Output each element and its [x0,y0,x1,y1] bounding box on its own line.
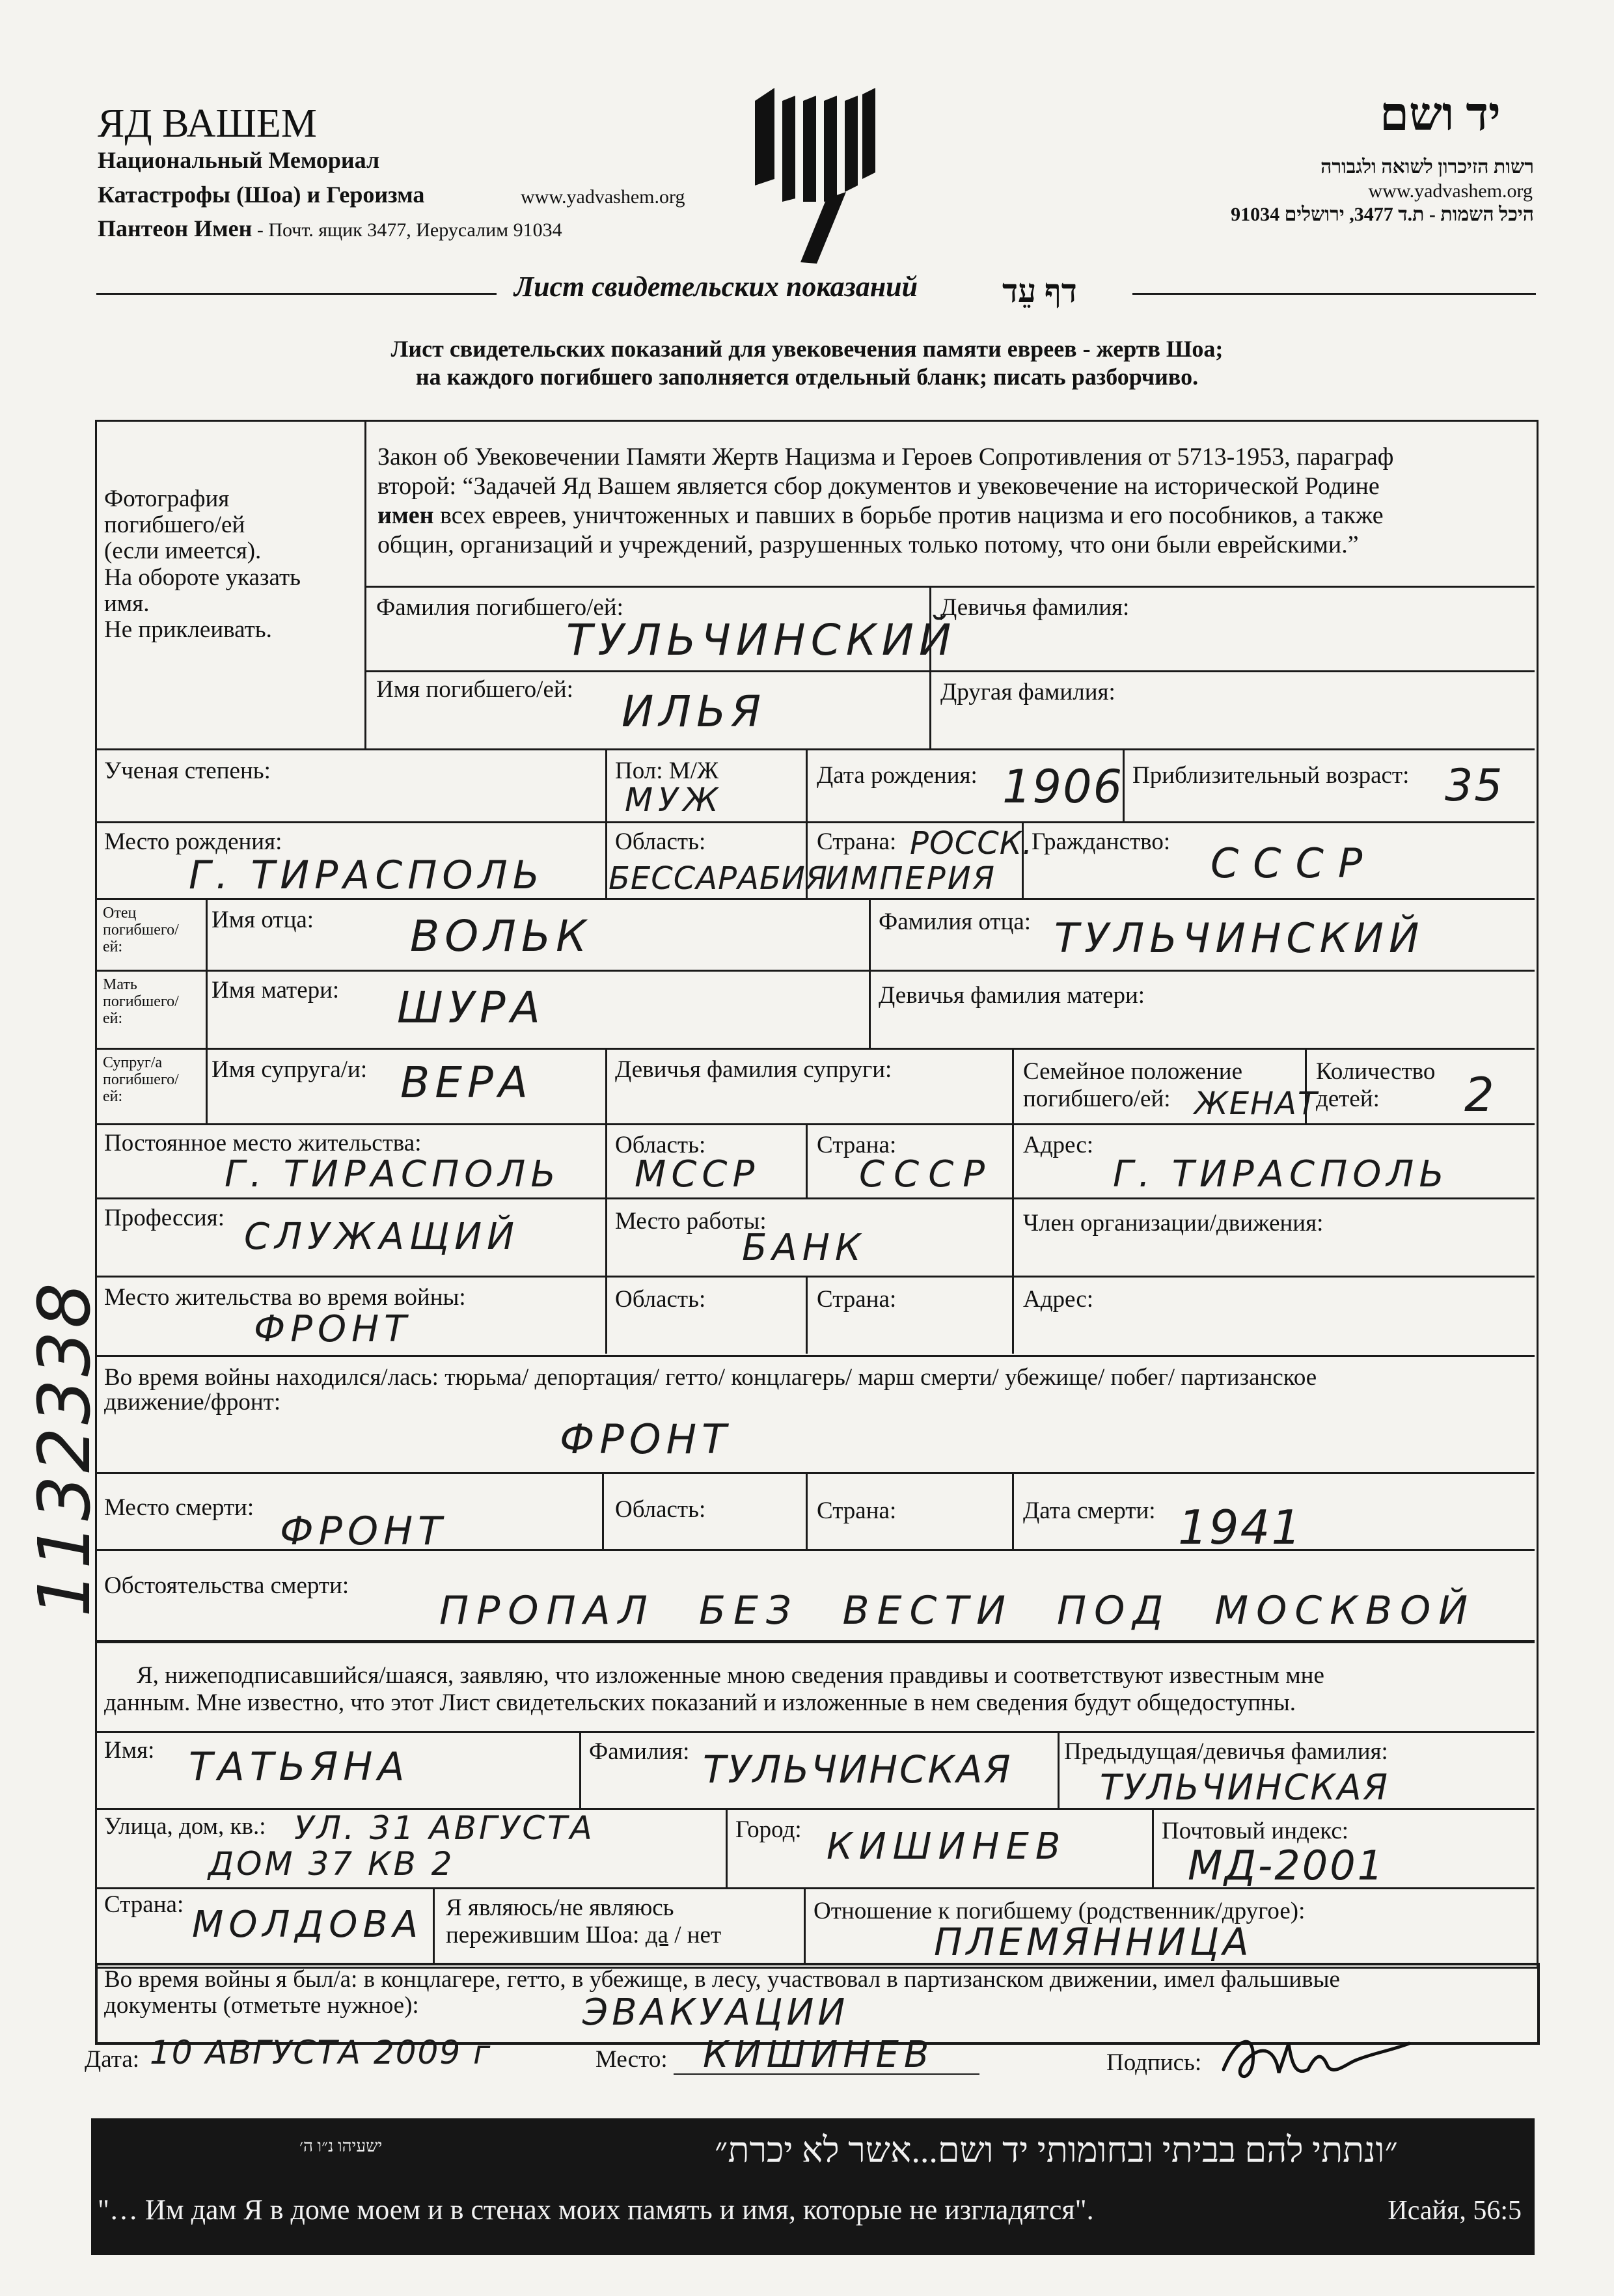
birth-country-label: Страна: [817,828,897,855]
footer-russian-ref: Исайя, 56:5 [1388,2196,1522,2226]
res-region-value[interactable]: МССР [635,1153,760,1196]
birth-place-label: Место рождения: [104,828,282,855]
survivor-yes[interactable]: да [645,1922,668,1948]
war-region-label: Область: [615,1286,706,1313]
yad-vashem-he-title: יד ושם [1380,89,1501,141]
date-value[interactable]: 10 АВГУСТА 2009 г [150,2034,492,2071]
death-place-label: Место смерти: [104,1494,254,1521]
mother-name-value[interactable]: ШУРА [397,983,545,1033]
law-line2: второй: “Задачей Яд Вашем является сбор документов и увековечение на исторической Родине [377,472,1380,500]
spouse-side-label [103,1054,179,1105]
law-names-bold: имен [377,502,434,529]
mother-side-label [103,976,179,1027]
wartime-label2: движение/фронт: [104,1389,281,1415]
death-region-label: Область: [615,1496,706,1523]
birth-date-value[interactable]: 1906 [1002,760,1124,813]
footer-banner [91,2118,1535,2255]
citizenship-value[interactable]: СССР [1210,840,1377,887]
street-value1[interactable]: УЛ. 31 АВГУСТА [294,1809,595,1847]
death-country-label: Страна: [817,1497,897,1524]
place-label: Место: [595,2046,668,2073]
photo-line4: На обороте указать [104,564,301,591]
survivor-label2 [446,1921,721,1950]
date-label: Дата: [85,2046,140,2073]
declaration-line2: данным. Мне известно, что этот Лист свидетельских показаний и изложенные в нем сведения будут общедоступны. [104,1689,1296,1716]
mother-side-1: Мать [103,976,137,993]
birth-country-value2[interactable]: ИМПЕРИЯ [825,860,996,897]
ru-header-line1: Национальный Мемориал [98,147,380,173]
law-line4: общин, организаций и учреждений, разрушенных только потому, что они были еврейскими.” [377,531,1359,558]
ru-header-url: www.yadvashem.org [521,186,685,208]
spouse-side-1: Супруг/а [103,1054,163,1071]
title-rule-right [1132,293,1536,295]
law-line3 [377,501,1384,530]
res-country-label: Страна: [817,1132,897,1158]
father-name-label: Имя отца: [212,907,314,933]
birth-region-value[interactable]: БЕССАРАБИЯ [609,860,828,897]
mother-name-label: Имя матери: [212,977,340,1004]
city-label: Город: [735,1816,802,1843]
photo-line1: Фотография [104,485,230,512]
circumstances-value[interactable]: ПРОПАЛ БЕЗ ВЕСТИ ПОД МОСКВОЙ [439,1588,1476,1633]
sub-country-label: Страна: [104,1891,184,1918]
death-place-value[interactable]: ФРОНТ [280,1509,447,1554]
spouse-side-2: погибшего/ [103,1071,179,1088]
side-registration-number: 1132338 [23,1280,106,1617]
ru-header-line3 [98,215,562,242]
footer-hebrew-verse: ״ונתתי להם בביתי ובחומותי יד ושם...אשר לא יכרת״ [715,2131,1398,2170]
father-side-1: Отец [103,905,137,922]
father-side-3: ей: [103,938,123,955]
he-header-url: www.yadvashem.org [1368,180,1533,202]
father-surname-value[interactable]: ТУЛЬЧИНСКИЙ [1054,914,1425,962]
birth-country-value1[interactable]: РОССК. [910,825,1033,862]
war-residence-value[interactable]: ФРОНТ [254,1308,412,1350]
photo-line3: (если имеется). [104,538,262,564]
war-residence-label: Место жительства во время войны: [104,1284,466,1311]
sub-name-label: Имя: [104,1737,155,1764]
residence-value[interactable]: Г. ТИРАСПОЛЬ [225,1153,561,1196]
city-value[interactable]: КИШИНЕВ [827,1825,1067,1868]
signature-mark[interactable] [1217,2024,1412,2096]
sub-war-label1: Во время войны я был/а: в концлагере, гетто, в убежище, в лесу, участвовал в партизанском движении, имел фальшивые [104,1966,1340,1993]
children-label2: детей: [1316,1086,1380,1112]
spouse-name-label: Имя супруга/и: [212,1056,368,1083]
form-title: Лист свидетельских показаний [514,271,918,303]
postcode-value[interactable]: МД-2001 [1188,1842,1386,1889]
sub-surname-value[interactable]: ТУЛЬЧИНСКАЯ [703,1747,1013,1792]
street-label: Улица, дом, кв.: [104,1813,266,1840]
children-label1: Количество [1316,1058,1436,1085]
survivor-label1: Я являюсь/не являюсь [446,1894,674,1921]
other-surname-label: Другая фамилия: [940,679,1115,705]
pantheon-label: Пантеон Имен [98,215,253,241]
footer-russian-verse: "… Им дам Я в доме моем и в стенах моих память и имя, которые не изгладятся". [98,2194,1094,2226]
marital-label1: Семейное положение [1023,1058,1242,1085]
children-value[interactable]: 2 [1464,1067,1499,1122]
yad-vashem-logo-icon [748,88,879,264]
sub-name-value[interactable]: ТАТЬЯНА [189,1744,410,1790]
mother-side-2: погибшего/ [103,993,179,1010]
wartime-value[interactable]: ФРОНТ [560,1415,732,1463]
father-surname-label: Фамилия отца: [879,909,1032,935]
marital-value[interactable]: ЖЕНАТ [1194,1086,1319,1122]
father-side-2: погибшего/ [103,922,179,938]
form-title-he: דף עֵד [1002,273,1077,309]
declaration-line1: Я, нижеподписавшийся/шаяся, заявляю, что изложенные мною сведения правдивы и соответствуют известным мне [137,1662,1324,1689]
residence-label: Постоянное место жительства: [104,1130,422,1156]
citizenship-label: Гражданство: [1032,828,1171,855]
death-date-label: Дата смерти: [1023,1497,1156,1524]
he-header-line1: רשות הזיכרון לשואה ולגבורה [1320,156,1534,178]
spouse-maiden-label: Девичья фамилия супруги: [615,1056,892,1083]
res-country-value[interactable]: СССР [859,1153,994,1196]
surname-value[interactable]: ТУЛЬЧИНСКИЙ [566,615,957,665]
name-value[interactable]: ИЛЬЯ [622,687,767,737]
birth-place-value[interactable]: Г. ТИРАСПОЛЬ [189,853,545,898]
spouse-side-3: ей: [103,1088,123,1105]
street-value2[interactable]: ДОМ 37 КВ 2 [208,1845,455,1883]
birth-region-label: Область: [615,828,706,855]
res-region-label: Область: [615,1132,706,1158]
sex-value[interactable]: МУЖ [625,781,724,819]
death-date-value[interactable]: 1941 [1178,1500,1303,1555]
sub-country-value[interactable]: МОЛДОВА [192,1904,424,1946]
birth-date-label: Дата рождения: [817,762,978,789]
war-country-label: Страна: [817,1286,897,1313]
postcode-label: Почтовый индекс: [1162,1818,1349,1844]
war-address-label: Адрес: [1023,1286,1094,1313]
law-line3-rest: всех евреев, уничтоженных и павших в борьбе против нацизма и его пособников, а также [433,502,1384,529]
yad-vashem-ru-title: ЯД ВАШЕМ [98,102,317,146]
subtitle-line1: Лист свидетельских показаний для увековечения памяти евреев - жертв Шоа; [390,336,1224,362]
sub-war-label2: документы (отметьте нужное): [104,1992,419,2019]
sub-prev-label: Предыдущая/девичья фамилия: [1064,1738,1388,1765]
maiden-label: Девичья фамилия: [940,594,1130,621]
res-address-label: Адрес: [1023,1132,1094,1158]
photo-line2: погибшего/ей [104,512,245,538]
title-rule-left [96,293,497,295]
father-name-value[interactable]: ВОЛЬК [410,911,592,961]
place-value[interactable]: КИШИНЕВ [703,2034,935,2076]
sub-prev-value[interactable]: ТУЛЬЧИНСКАЯ [1100,1767,1390,1808]
signature-label: Подпись: [1106,2049,1202,2076]
postal-address: - Почт. ящик 3477, Иерусалим 91034 [252,219,562,241]
law-line1: Закон об Увековечении Памяти Жертв Нацизма и Героев Сопротивления от 5713-1953, параграф [377,443,1394,471]
workplace-label: Место работы: [615,1208,767,1235]
profession-value[interactable]: СЛУЖАЩИЙ [244,1216,519,1258]
spouse-name-value[interactable]: ВЕРА [400,1058,533,1108]
wartime-label1: Во время войны находился/лась: тюрьма/ депортация/ гетто/ концлагерь/ марш смерти/ убежище/ побег/ партизанское [104,1364,1317,1391]
father-side-label [103,905,179,955]
relation-label: Отношение к погибшему (родственник/другое): [814,1898,1306,1924]
survivor-no[interactable]: / нет [668,1922,722,1948]
survivor-label2-pre: пережившим Шоа: [446,1922,646,1948]
footer-hebrew-ref: ישעיהו נ״ו ה׳ [299,2137,383,2155]
photo-line5: имя. [104,590,150,617]
approx-age-value[interactable]: 35 [1445,760,1504,812]
profession-label: Профессия: [104,1205,225,1231]
mother-maiden-label: Девичья фамилия матери: [879,982,1145,1009]
relation-value[interactable]: ПЛЕМЯННИЦА [934,1920,1253,1964]
photo-line6: Не приклеивать. [104,616,272,643]
name-label: Имя погибшего/ей: [376,676,573,703]
sub-war-value[interactable]: ЭВАКУАЦИИ [582,1991,849,2034]
subtitle-line2: на каждого погибшего заполняется отдельный бланк; писать разборчиво. [415,364,1199,390]
circumstances-label: Обстоятельства смерти: [104,1572,349,1599]
degree-label: Ученая степень: [104,758,271,784]
sex-label: Пол: М/Ж [615,758,719,784]
res-address-value[interactable]: Г. ТИРАСПОЛЬ [1113,1153,1449,1196]
member-label: Член организации/движения: [1023,1210,1324,1237]
ru-header-line2: Катастрофы (Шоа) и Героизма [98,182,425,208]
marital-label2: погибшего/ей: [1023,1086,1171,1112]
mother-side-3: ей: [103,1010,123,1027]
workplace-value[interactable]: БАНК [742,1227,866,1269]
sub-surname-label: Фамилия: [589,1738,690,1765]
surname-label: Фамилия погибшего/ей: [376,594,623,621]
approx-age-label: Приблизительный возраст: [1132,762,1410,789]
he-header-line3: היכל השמות - ת.ד 3477, ירושלים 91034 [1231,204,1534,225]
